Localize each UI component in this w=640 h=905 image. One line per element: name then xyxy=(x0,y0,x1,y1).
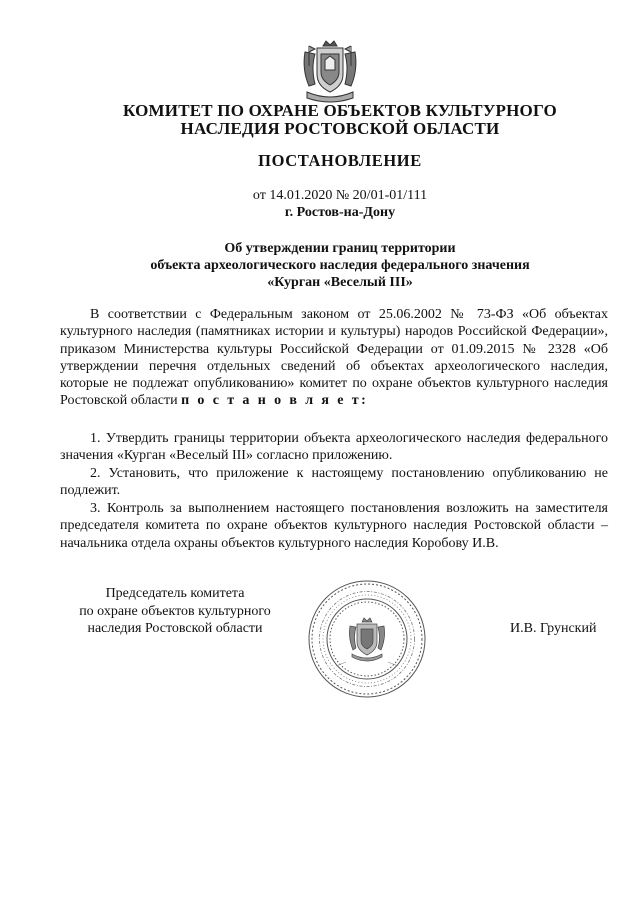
signer-title-line1: Председатель комитета xyxy=(105,586,245,601)
decree-word: п о с т а н о в л я е т: xyxy=(181,393,369,409)
organization-title xyxy=(60,102,620,138)
organization-title-line1: КОМИТЕТ ПО ОХРАНЕ ОБЪЕКТОВ КУЛЬТУРНОГО xyxy=(123,101,557,120)
document-date-number: от 14.01.2020 № 20/01-01/111 xyxy=(252,188,428,203)
coat-of-arms-icon xyxy=(299,40,361,106)
document-subject xyxy=(60,240,620,291)
preamble-paragraph xyxy=(60,306,608,410)
signer-title xyxy=(60,585,290,638)
subject-line1: Об утверждении границ территории xyxy=(224,241,456,256)
signer-title-line3: наследия Ростовской области xyxy=(87,621,263,636)
signer-name: И.В. Грунский xyxy=(510,621,597,636)
official-seal-icon xyxy=(306,578,428,700)
clause-3: 3. Контроль за выполнением настоящего постановления возложить на заместителя председателя комитета по охране объектов культурного наследия Ростовской области – начальника отдела охраны объектов культурного наследия Коробову И.В. xyxy=(60,501,608,551)
preamble-text: В соответствии с Федеральным законом от 25.06.2002 № 73-ФЗ «Об объектах культурного наследия (памятниках истории и культуры) народов Российской Федерации», приказом Министерства культуры Российской Федерации от 01.09.2015 № 2328 «Об утверждении перечня отдельных сведений об объектах археологического наследия, которые не подлежат опубликованию» комитет по охране объектов культурного наследия Ростовской области xyxy=(60,307,608,409)
organization-title-line2: НАСЛЕДИЯ РОСТОВСКОЙ ОБЛАСТИ xyxy=(180,119,500,138)
clause-1: 1. Утвердить границы территории объекта археологического наследия федерального значения «Курган «Веселый III» согласно приложению. xyxy=(60,431,608,464)
subject-line3: «Курган «Веселый III» xyxy=(267,275,413,290)
document-type: ПОСТАНОВЛЕНИЕ xyxy=(258,151,422,170)
document-city: г. Ростов-на-Дону xyxy=(284,205,396,220)
clause-2: 2. Установить, что приложение к настоящему постановлению опубликованию не подлежит. xyxy=(60,466,608,499)
subject-line2: объекта археологического наследия федерального значения xyxy=(150,258,530,273)
signer-title-line2: по охране объектов культурного xyxy=(79,603,271,619)
